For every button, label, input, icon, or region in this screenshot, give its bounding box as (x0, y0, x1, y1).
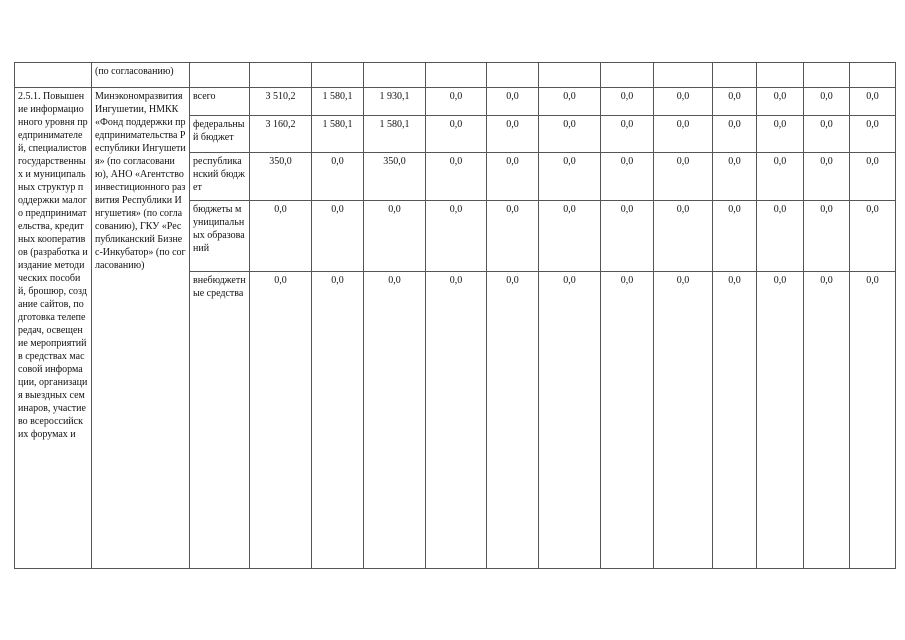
value-cell: 0,0 (757, 201, 804, 272)
value-cell: 0,0 (426, 201, 487, 272)
cell-empty (15, 63, 92, 88)
value-cell: 0,0 (804, 116, 850, 153)
value-cell: 0,0 (804, 201, 850, 272)
value-cell: 0,0 (539, 88, 601, 116)
value-cell: 0,0 (713, 116, 757, 153)
value-cell: 350,0 (250, 153, 312, 201)
value-cell: 0,0 (713, 201, 757, 272)
value-cell: 0,0 (601, 153, 654, 201)
value-cell: 3 510,2 (250, 88, 312, 116)
value-cell: 0,0 (487, 201, 539, 272)
value-cell: 0,0 (757, 272, 804, 569)
value-cell: 0,0 (654, 153, 713, 201)
value-cell: 0,0 (426, 272, 487, 569)
value-cell: 0,0 (426, 153, 487, 201)
table-row-header-tail (15, 63, 896, 88)
value-cell: 0,0 (850, 116, 896, 153)
value-cell: 1 580,1 (364, 116, 426, 153)
value-cell: 0,0 (654, 201, 713, 272)
value-cell: 0,0 (312, 153, 364, 201)
value-cell: 0,0 (312, 201, 364, 272)
value-cell: 350,0 (364, 153, 426, 201)
value-cell: 0,0 (426, 88, 487, 116)
value-cell: 0,0 (539, 201, 601, 272)
value-cell: 0,0 (539, 153, 601, 201)
value-cell: 0,0 (364, 201, 426, 272)
value-cell: 0,0 (487, 272, 539, 569)
value-cell: 0,0 (426, 116, 487, 153)
value-cell: 0,0 (804, 88, 850, 116)
value-cell: 1 930,1 (364, 88, 426, 116)
value-cell: 0,0 (654, 116, 713, 153)
value-cell: 0,0 (487, 88, 539, 116)
value-cell: 1 580,1 (312, 116, 364, 153)
executor-cell: Минэкономразвития Ингушетии, НМКК «Фонд поддержки предпринимательства Республики Ингушетия» (по согласованию), АНО «Агентство инвестиционного развития Республики Ингушетия» (по согласованию), ГКУ «Республиканский Бизнес-Инкубатор» (по согласованию) (92, 88, 190, 569)
value-cell: 0,0 (850, 153, 896, 201)
value-cell: 0,0 (713, 88, 757, 116)
measure-cell: 2.5.1. Повышение информационного уровня предпринимателей, специалистов государственных и муниципальных структур поддержки малого предпринимательства, кредитных кооперативов (разработка и издание методических пособий, брошюр, создание сайтов, подготовка телепередач, освещение мероприятий в средствах массовой информации, организация выездных семинаров, участие во всероссийских форумах и (15, 88, 92, 569)
value-cell: 0,0 (601, 116, 654, 153)
value-cell: 0,0 (757, 116, 804, 153)
value-cell: 0,0 (539, 116, 601, 153)
value-cell: 0,0 (312, 272, 364, 569)
value-cell: 0,0 (601, 88, 654, 116)
budget-table (14, 62, 896, 569)
table-row (15, 88, 896, 116)
source-label: внебюджетные средства (190, 272, 250, 569)
value-cell: 0,0 (850, 201, 896, 272)
source-label: республиканский бюджет (190, 153, 250, 201)
value-cell: 1 580,1 (312, 88, 364, 116)
value-cell: 0,0 (487, 116, 539, 153)
value-cell: 0,0 (850, 88, 896, 116)
value-cell: 0,0 (601, 201, 654, 272)
value-cell: 0,0 (713, 272, 757, 569)
value-cell: 0,0 (487, 153, 539, 201)
value-cell: 0,0 (539, 272, 601, 569)
value-cell: 0,0 (713, 153, 757, 201)
value-cell: 0,0 (850, 272, 896, 569)
value-cell: 0,0 (364, 272, 426, 569)
value-cell: 0,0 (804, 272, 850, 569)
value-cell: 0,0 (250, 201, 312, 272)
value-cell: 0,0 (757, 88, 804, 116)
source-label: всего (190, 88, 250, 116)
value-cell: 0,0 (757, 153, 804, 201)
value-cell: 3 160,2 (250, 116, 312, 153)
source-label: бюджеты муниципальных образований (190, 201, 250, 272)
value-cell: 0,0 (654, 88, 713, 116)
value-cell: 0,0 (804, 153, 850, 201)
value-cell: 0,0 (250, 272, 312, 569)
source-label: федеральный бюджет (190, 116, 250, 153)
executor-tail-cell: (по согласованию) (92, 63, 190, 88)
value-cell: 0,0 (601, 272, 654, 569)
value-cell: 0,0 (654, 272, 713, 569)
